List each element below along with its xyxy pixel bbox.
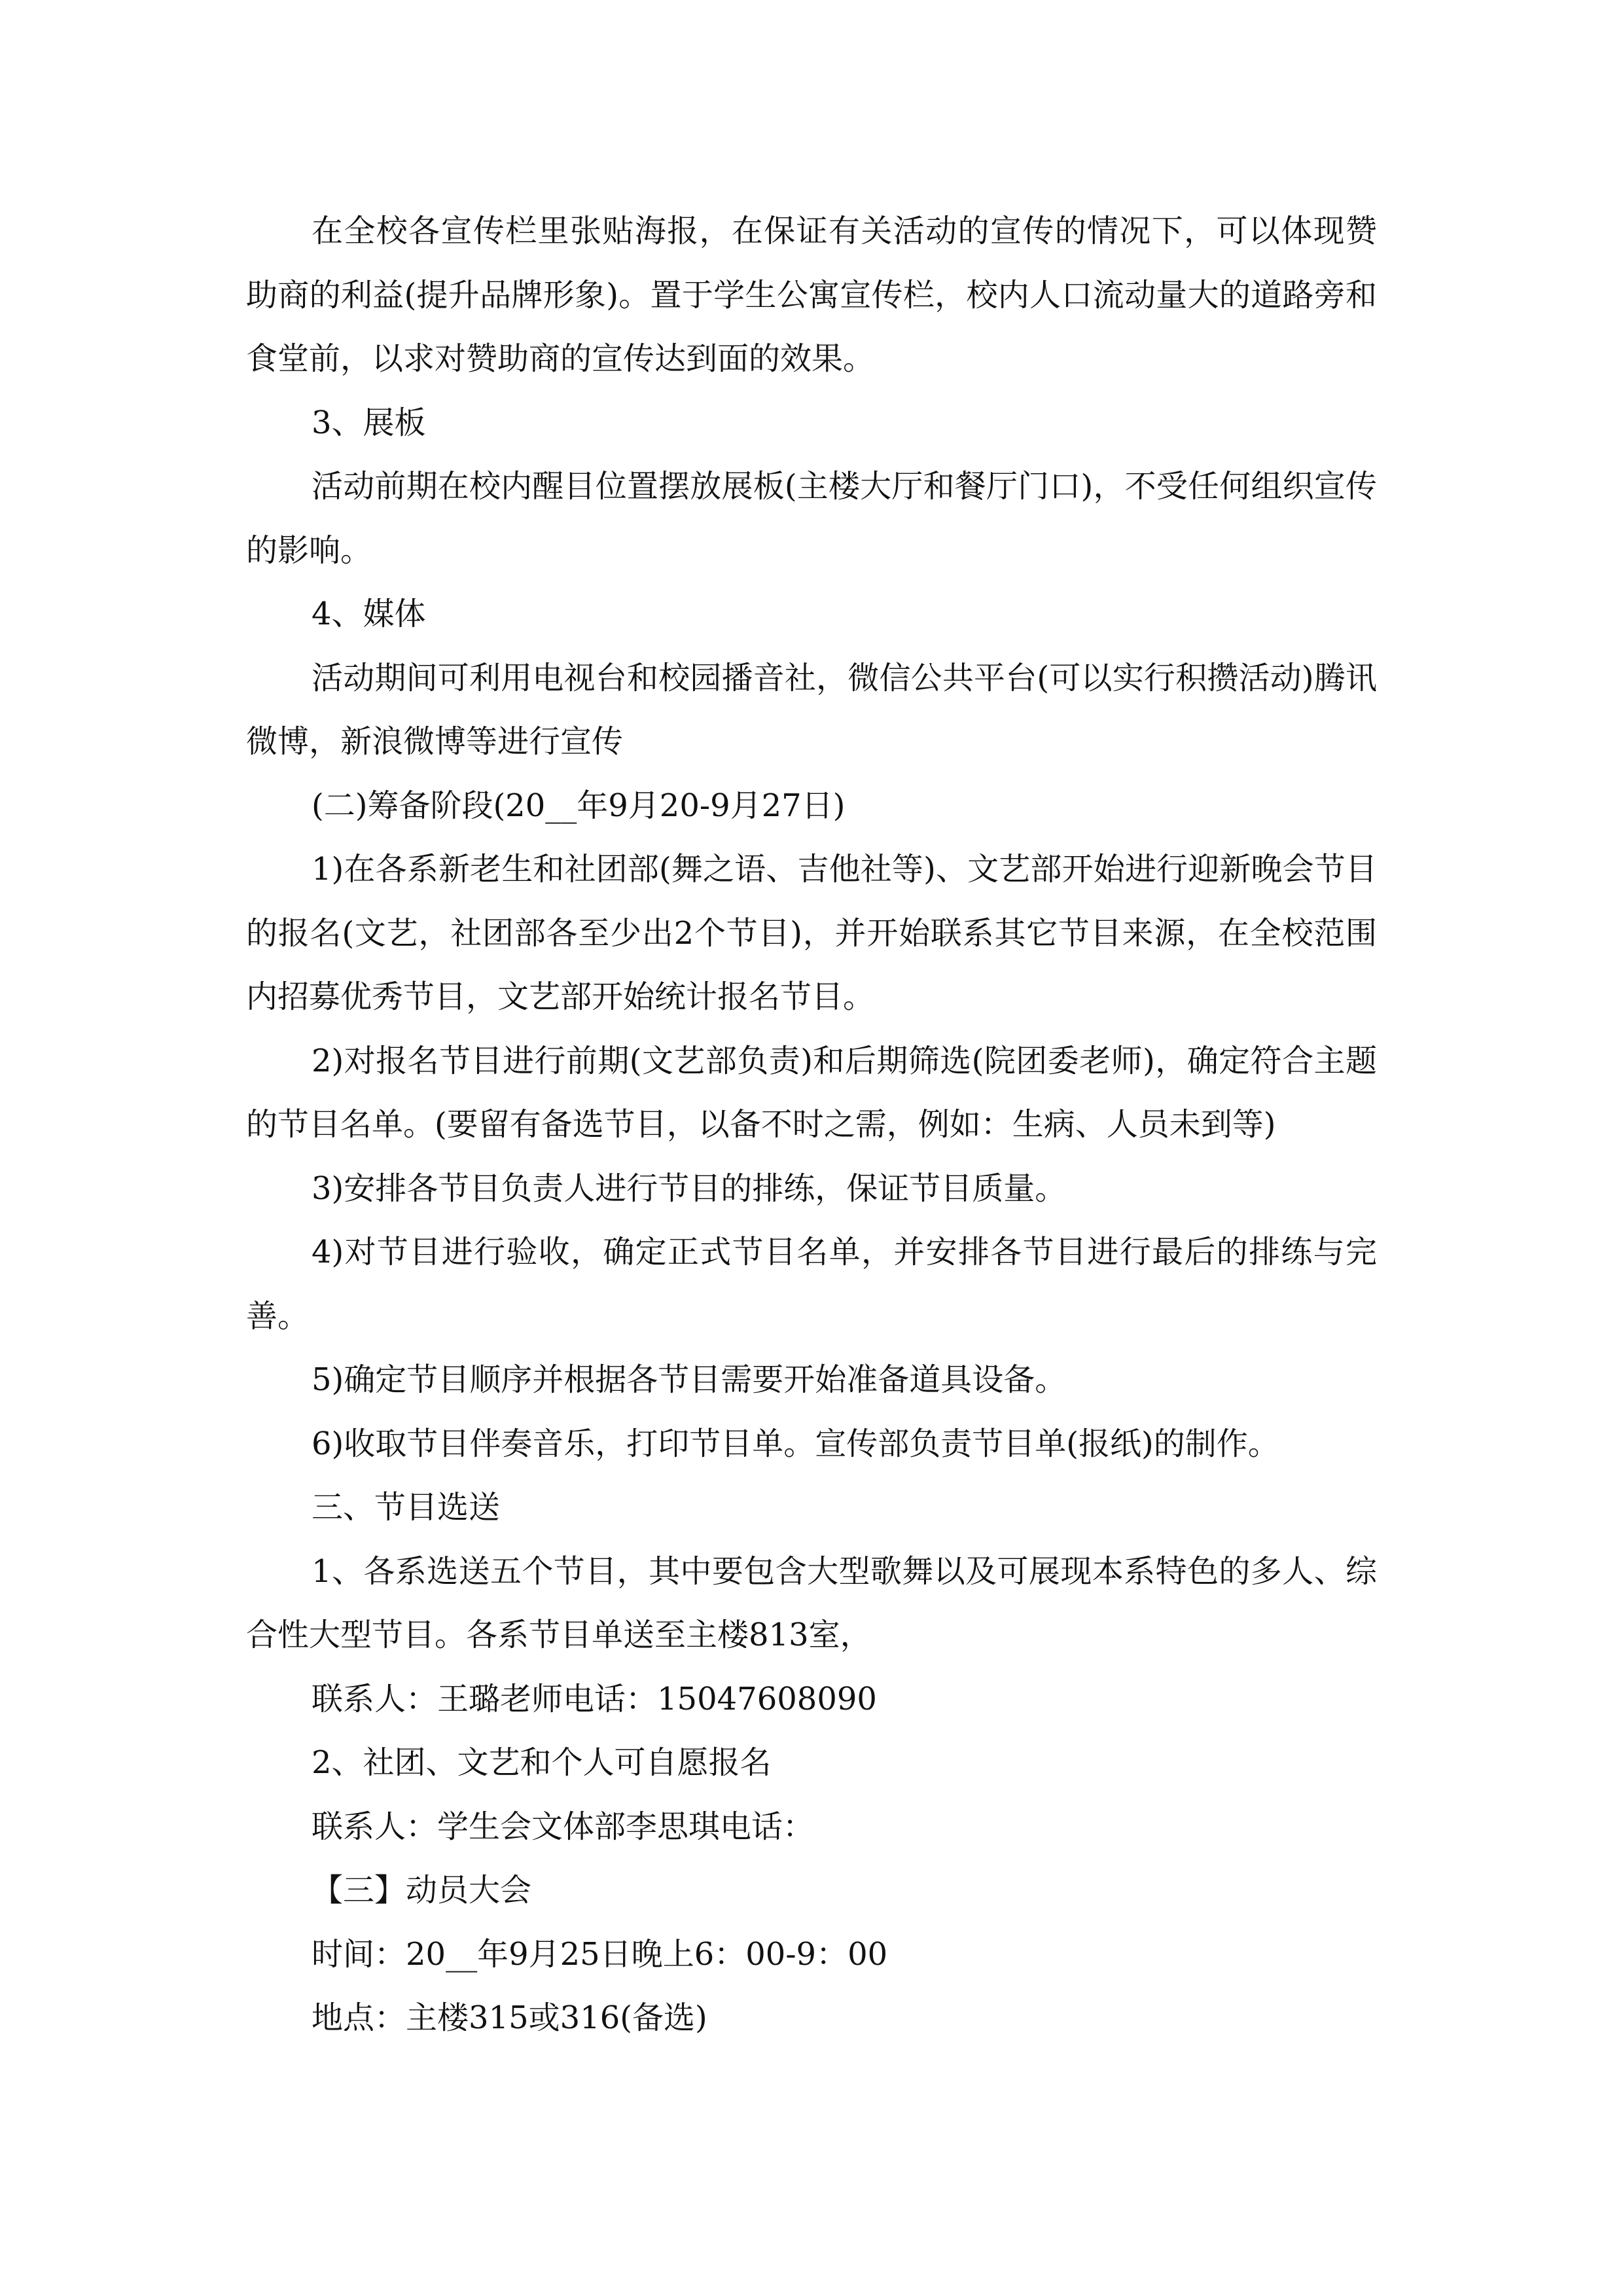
- heading-program-selection: 三、节目选送: [312, 1489, 501, 1526]
- paragraph-step-1: 1)在各系新老生和社团部(舞之语、吉他社等)、文艺部开始进行迎新晚会节目的报名(文艺，社团部各至少出2个节目)，并开始联系其它节目来源，在全校范围内招募优秀节目，文艺部开始统计报名节目。: [246, 851, 1377, 1015]
- paragraph-step-2: 2)对报名节目进行前期(文艺部负责)和后期筛选(院团委老师)，确定符合主题的节目名单。(要留有备选节目，以备不时之需，例如：生病、人员未到等): [246, 1042, 1377, 1143]
- meeting-location: 地点：主楼315或316(备选): [312, 2000, 707, 2036]
- paragraph-step-4: 4)对节目进行验收，确定正式节目名单，并安排各节目进行最后的排练与完善。: [246, 1234, 1377, 1335]
- contact-line-1: 联系人：王璐老师电话：15047608090: [312, 1680, 877, 1717]
- paragraph-display-board: 活动前期在校内醒目位置摆放展板(主楼大厅和餐厅门口)，不受任何组织宣传的影响。: [246, 468, 1377, 569]
- paragraph-media: 活动期间可利用电视台和校园播音社，微信公共平台(可以实行积攒活动)腾讯微博，新浪微博等进行宣传: [246, 659, 1377, 760]
- heading-mobilization-meeting: 【三】动员大会: [312, 1872, 532, 1909]
- heading-preparation-stage: (二)筹备阶段(20__年9月20-9月27日): [312, 787, 846, 824]
- heading-media: 4、媒体: [312, 596, 426, 632]
- paragraph-step-3: 3)安排各节目负责人进行节目的排练，保证节目质量。: [312, 1170, 1067, 1207]
- contact-line-2: 联系人：学生会文体部李思琪电话：: [312, 1808, 815, 1845]
- heading-display-board: 3、展板: [312, 404, 426, 441]
- paragraph-selection-2: 2、社团、文艺和个人可自愿报名: [312, 1744, 772, 1781]
- paragraph-step-6: 6)收取节目伴奏音乐，打印节目单。宣传部负责节目单(报纸)的制作。: [312, 1425, 1279, 1462]
- paragraph-step-5: 5)确定节目顺序并根据各节目需要开始准备道具设备。: [312, 1361, 1067, 1398]
- paragraph-selection-1: 1、各系选送五个节目，其中要包含大型歌舞以及可展现本系特色的多人、综合性大型节目。各系节目单送至主楼813室，: [246, 1552, 1377, 1653]
- meeting-time: 时间：20__年9月25日晚上6：00-9：00: [312, 1935, 888, 1973]
- body-text: [246, 200, 1377, 2051]
- paragraph-poster-promotion: 在全校各宣传栏里张贴海报，在保证有关活动的宣传的情况下，可以体现赞助商的利益(提升品牌形象)。置于学生公寓宣传栏，校内人口流动量大的道路旁和食堂前，以求对赞助商的宣传达到面的效果。: [246, 213, 1377, 377]
